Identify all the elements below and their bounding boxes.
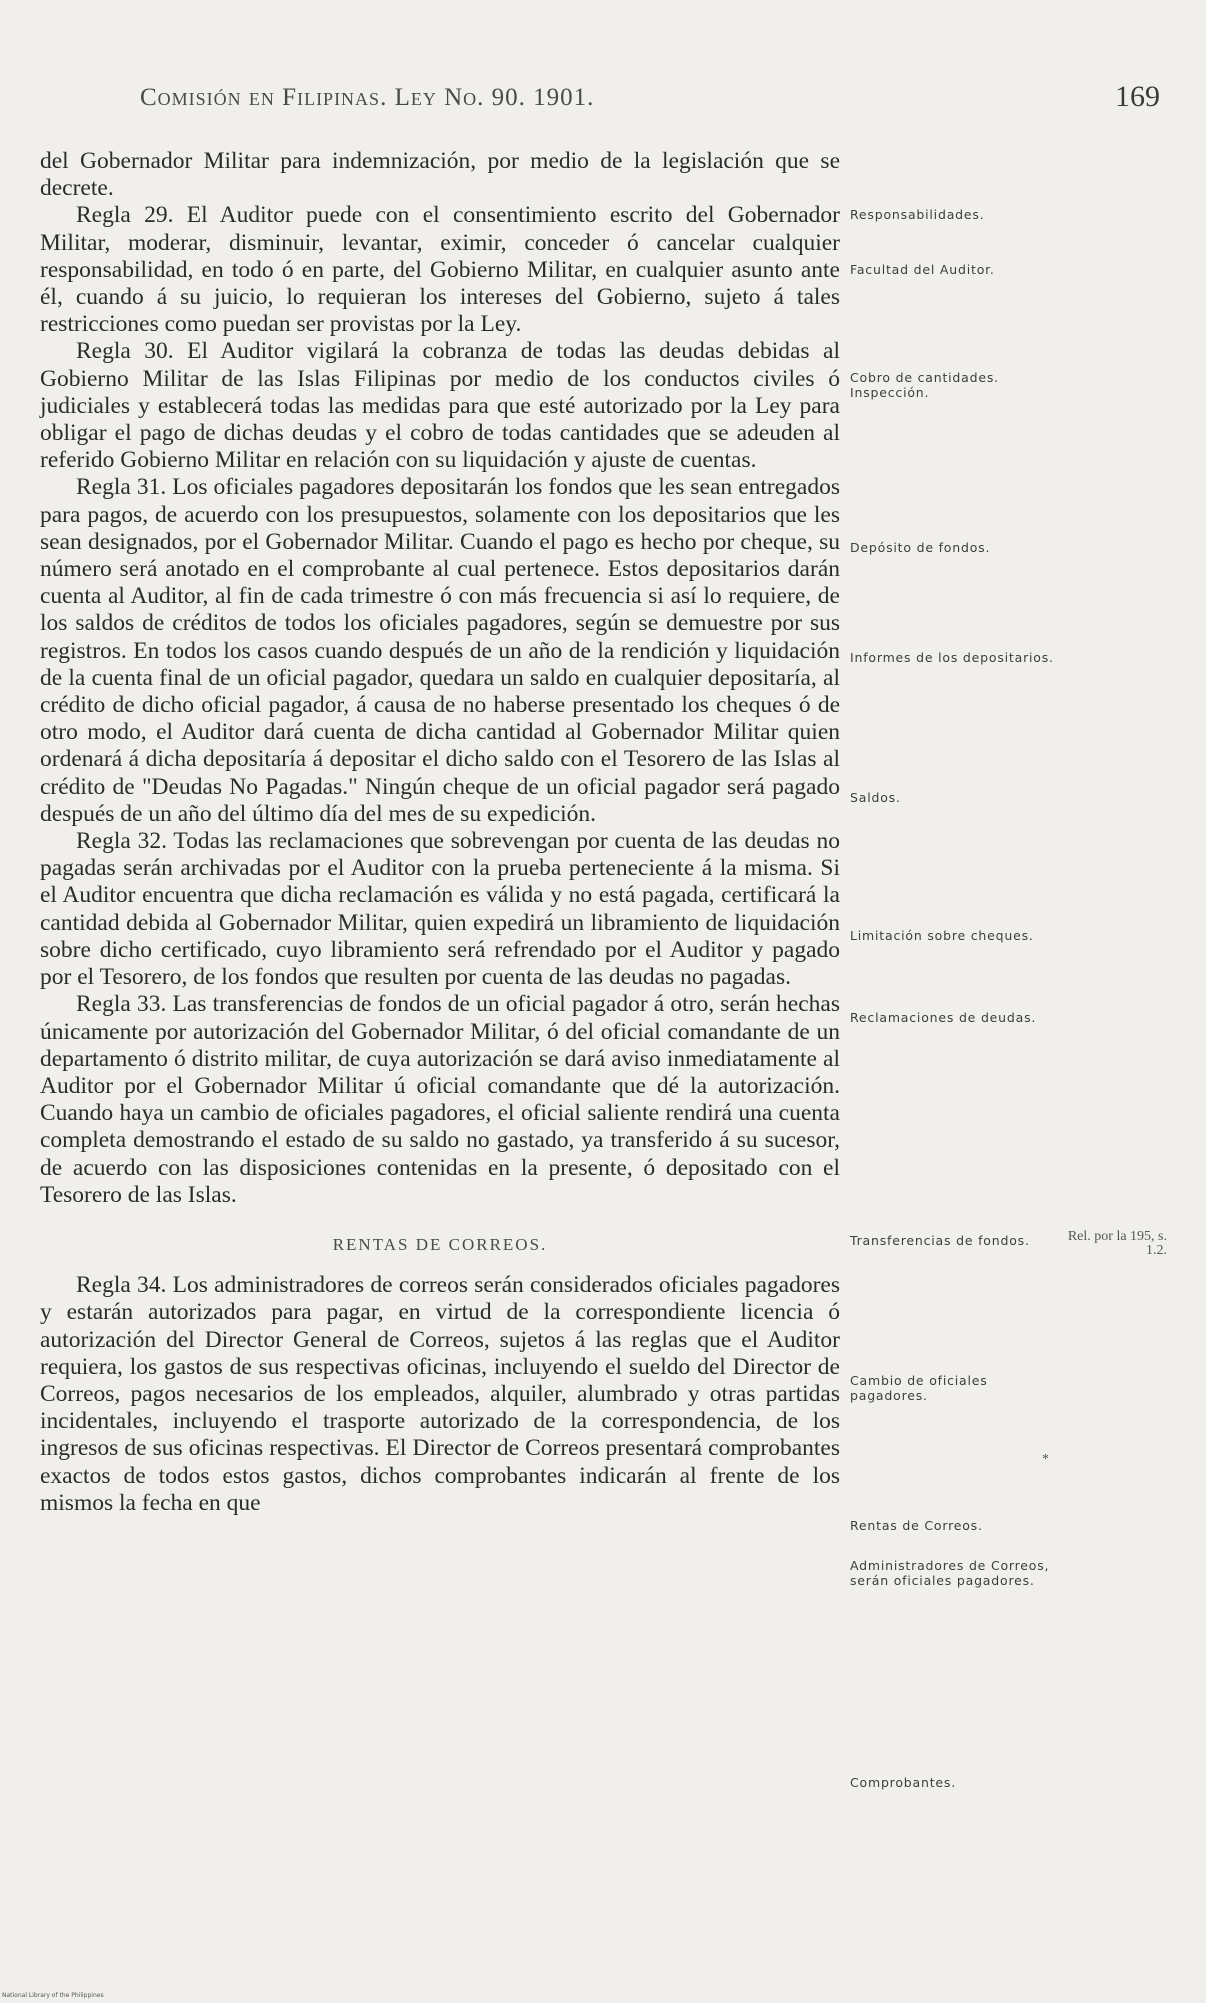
margin-note-deposito: Depósito de fondos. [850, 540, 991, 555]
running-header [140, 80, 1160, 124]
page-number: 169 [1115, 80, 1160, 113]
section-heading: RENTAS DE CORREOS. [332, 1234, 548, 1254]
margin-note-administradores: Administradores de Correos, serán oficiales pagadores. [850, 1558, 1050, 1588]
margin-note-rentas: Rentas de Correos. [850, 1518, 983, 1533]
rule-31: Regla 31. Los oficiales pagadores depositarán los fondos que les sean entregados para pagos, de acuerdo con los presupuestos, solamente con los depositarios que les sean designados, por el Gobernador Militar. Cuando el pago es hecho por cheque, su número será anotado en el comprobante al cual pertenece. Estos depositarios darán cuenta al Auditor, al fin de cada trimestre ó con más frecuencia si así lo requiere, de los saldos de créditos de todos los oficiales pagadores, según se demuestre por sus registros. En todos los casos cuando después de un año de la rendición y liquidación de la cuenta final de un oficial pagador, quedara un saldo en cualquier depositaría, al crédito de dicho oficial pagador, á causa de no haberse presentado los cheques ó de otro modo, el Auditor dará cuenta de dicha cantidad al Gobernador Militar quien ordenará á dicha depositaría á depositar el dicho saldo con el Tesorero de las Islas al crédito de "Deudas No Pagadas." Ningún cheque de un oficial pagador será pagado después de un año del último día del mes de su expedición. [40, 474, 840, 827]
side-reference: Rel. por la 195, s. 1.2. [1067, 1229, 1167, 1258]
margin-note-cambio: Cambio de oficiales pagadores. [850, 1373, 988, 1403]
rule-30: Regla 30. El Auditor vigilará la cobranza de todas las deudas debidas al Gobierno Militar de las Islas Filipinas por medio de los conductos civiles ó judiciales y establecerá todas las medidas para que esté autorizado por la Ley para obligar el pago de dichas deudas y el cobro de todas cantidades que se adeuden al referido Gobierno Militar en relación con su liquidación y ajuste de cuentas. [40, 338, 840, 474]
footer-credit: National Library of the Philippines [2, 1992, 104, 1999]
margin-note-comprobantes: Comprobantes. [850, 1775, 956, 1790]
margin-note-facultad: Facultad del Auditor. [850, 262, 995, 277]
margin-note-reclamaciones: Reclamaciones de deudas. [850, 1010, 1037, 1025]
margin-note-transferencias: Transferencias de fondos. [850, 1233, 1030, 1248]
header-title: Comisión en Filipinas. Ley No. 90. 1901. [140, 84, 595, 111]
margin-note-responsabilidades: Responsabilidades. [850, 207, 985, 222]
rule-32: Regla 32. Todas las reclamaciones que sobrevengan por cuenta de las deudas no pagadas serán archivadas por el Auditor con la prueba perteneciente á la misma. Si el Auditor encuentra que dicha reclamación es válida y no está pagada, certificará la cantidad debida al Gobernador Militar, quien expedirá un libramiento de liquidación sobre dicho certificado, cuyo libramiento será refrendado por el Auditor y pagado por el Tesorero, de los fondos que resulten por cuenta de las deudas no pagadas. [40, 828, 840, 991]
margin-note-informes: Informes de los depositarios. [850, 650, 1054, 665]
paragraph-continuation: del Gobernador Militar para indemnización, por medio de la legislación que se decrete. [40, 148, 840, 202]
rule-29: Regla 29. El Auditor puede con el consentimiento escrito del Gobernador Militar, moderar, disminuir, levantar, eximir, conceder ó cancelar cualquier responsabilidad, en todo ó en parte, del Gobierno Militar, en cualquier asunto ante él, cuando á su juicio, lo requieran los intereses del Gobierno, sujeto á tales restricciones como puedan ser provistas por la Ley. [40, 202, 840, 338]
asterisk-mark: * [1042, 1452, 1049, 1467]
margin-note-limitacion: Limitación sobre cheques. [850, 928, 1034, 943]
margin-note-saldos: Saldos. [850, 790, 901, 805]
body-text [40, 148, 840, 1517]
rule-34: Regla 34. Los administradores de correos serán considerados oficiales pagadores y estarán autorizados para pagar, en virtud de la correspondiente licencia ó autorización del Director General de Correos, sujetos á las reglas que el Auditor requiera, los gastos de sus respectivas oficinas, incluyendo el sueldo del Director de Correos, pagos necesarios de los empleados, alquiler, alumbrado y otras partidas incidentales, incluyendo el trasporte autorizado de la correspondencia, de los ingresos de sus oficinas respectivas. El Director de Correos presentará comprobantes exactos de todos estos gastos, dichos comprobantes indicarán al frente de los mismos la fecha en que [40, 1272, 840, 1516]
margin-note-cobro: Cobro de cantidades. Inspección. [850, 370, 999, 400]
rule-33: Regla 33. Las transferencias de fondos de un oficial pagador á otro, serán hechas únicamente por autorización del Gobernador Militar, ó del oficial comandante de un departamento ó distrito militar, de cuya autorización se dará aviso inmediatamente al Auditor por el Gobernador Militar ú oficial comandante que dé la autorización. Cuando haya un cambio de oficiales pagadores, el oficial saliente rendirá una cuenta completa demostrando el estado de su saldo no gastado, ya transferido á su sucesor, de acuerdo con las disposiciones contenidas en la presente, ó depositado con el Tesorero de las Islas. [40, 991, 840, 1208]
